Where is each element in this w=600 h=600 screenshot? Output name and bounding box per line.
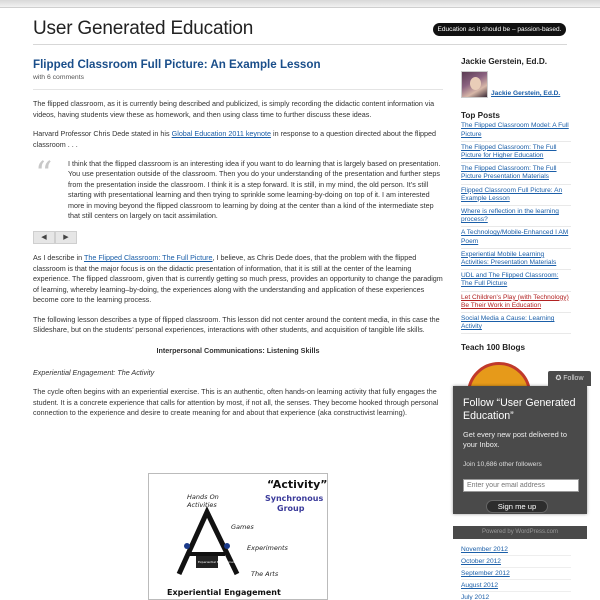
follow-popup [453, 375, 587, 514]
follow-title: Follow “User Generated Education” [463, 397, 576, 422]
play-next-button[interactable]: ▶ [55, 231, 77, 244]
top-posts-heading: Top Posts [461, 111, 500, 121]
top-bar [0, 0, 600, 8]
top-post-link[interactable]: The Flipped Classroom: The Full Picture Presentation Materials [461, 163, 571, 184]
diagram-figure-right [224, 543, 230, 549]
comments-count[interactable]: with 6 comments [33, 73, 443, 90]
diagram-sync-label: Synchronous [265, 494, 324, 503]
post-content [33, 58, 443, 418]
diagram-arts-label: The Arts [251, 570, 279, 578]
diagram-graphic [149, 474, 328, 600]
paragraph-full-picture-end: , I believe, as Chris Dede does, that the problem with the flipped classroom is that the major focus is on the didactic presentation of information, that it is still at the center of the learning experience. The flipped classroom, given that is currently getting so much press, provides an opportunity to change the paradigm of learning, whereby learning–by-doing, the experiences along with the understanding and application of these experiences become core to the learning process. [33, 253, 443, 305]
diagram-experiments-label: Experiments [247, 544, 288, 552]
play-previous-button[interactable]: ◀ [33, 231, 55, 244]
paragraph-full-picture-start: As I describe in [33, 253, 85, 263]
full-picture-link[interactable]: The Flipped Classroom: The Full Picture [84, 253, 213, 263]
top-post-link[interactable]: Where is reflection in the learning process? [461, 206, 571, 227]
top-post-link[interactable]: Experiential Mobile Learning Activities: Presentation Materials [461, 249, 571, 270]
diagram-group-label: Group [277, 504, 305, 513]
top-post-link[interactable]: UDL and The Flipped Classroom: The Full Picture [461, 270, 571, 291]
top-post-link[interactable]: The Flipped Classroom: The Full Picture for Higher Education [461, 142, 571, 163]
author-row [461, 71, 571, 98]
top-posts-list [461, 120, 571, 334]
quote-mark-icon: “ [35, 154, 53, 195]
archive-link[interactable]: October 2012 [461, 556, 571, 568]
paragraph-lesson: The following lesson describes a type of flipped classroom. This lesson did not center around the content media, in this case the Slideshare, but on the students’ personal experiences, interactions with other students, and acquisition of tangible life skills. [33, 314, 440, 334]
follower-count: Join 10,686 other followers [463, 461, 542, 468]
diagram-hands-on-label: Hands On [187, 493, 219, 501]
email-input[interactable] [463, 479, 579, 492]
header-divider [33, 44, 567, 45]
top-post-link[interactable]: The Flipped Classroom Model: A Full Picture [461, 120, 571, 141]
paragraph-dede [33, 129, 443, 150]
sign-up-button[interactable]: Sign me up [486, 500, 548, 513]
archive-link[interactable]: September 2012 [461, 568, 571, 580]
follow-description: Get every new post delivered to your Inbox. [463, 430, 567, 449]
diagram-games-label: Games [231, 523, 254, 531]
paragraph-dede-end: in response to a question directed about the flipped classroom . . . [33, 129, 437, 149]
top-post-link[interactable]: Let Children's Play (with Technology) Be Their Work in Education [461, 292, 571, 313]
post-title[interactable]: Flipped Classroom Full Picture: An Example Lesson [33, 58, 321, 71]
section-heading: Interpersonal Communications: Listening Skills [156, 346, 320, 356]
paragraph-dede-text: Harvard Professor Chris Dede stated in his [33, 129, 172, 139]
paragraph-full-picture [33, 253, 443, 305]
global-education-keynote-link[interactable]: Global Education 2011 keynote [171, 129, 271, 139]
author-heading: Jackie Gerstein, Ed.D. [461, 57, 548, 66]
blockquote [33, 154, 443, 221]
avatar[interactable] [461, 71, 488, 98]
powered-by-link[interactable]: Powered by WordPress.com [453, 526, 587, 539]
paragraph-intro: The flipped classroom, as it is currently being described and publicized, is simply recording the didactic content information via videos, having students view these as homework, and then using class time to further discuss these ideas. [33, 99, 435, 119]
top-post-link[interactable]: A Technology/Mobile-Enhanced I AM Poem [461, 227, 571, 248]
quote-text: I think that the flipped classroom is an interesting idea if you want to do learning that is largely based on presentation. You use presentation outside of the classroom. Then you do your understanding of the presentation and further steps from the presentation inside the classroom. I think it is a step forward. It is still, in my mind, the old person. It’s still starting with presentational learning and then trying to sprinkle some learning-by-doing on top of it. I am interested more in moving beyond the flipped classroom to learning by doing at the center than a kind of the intermediate step that still centers on largely on tacit assimilation. [68, 159, 441, 221]
archive-list [461, 544, 571, 600]
section-subheading: Experiential Engagement: The Activity [33, 367, 155, 377]
archive-link[interactable]: August 2012 [461, 580, 571, 592]
experiential-engagement-diagram[interactable] [148, 473, 328, 600]
archive-link[interactable]: November 2012 [461, 544, 571, 556]
site-title[interactable]: User Generated Education [33, 18, 254, 39]
teach-100-heading: Teach 100 Blogs [461, 343, 526, 353]
diagram-inner-label: Experiential Engagement [198, 560, 237, 564]
archive-link[interactable]: July 2012 [461, 592, 571, 600]
sidebar [461, 58, 571, 392]
author-link[interactable]: Jackie Gerstein, Ed.D. [491, 90, 561, 97]
diagram-activities-label: Activities [187, 501, 217, 509]
diagram-figure-left [184, 543, 190, 549]
follow-tab-button[interactable]: ✪ Follow [548, 371, 591, 386]
top-post-link[interactable]: Social Media a Cause: Learning Activity [461, 313, 571, 334]
site-tagline: Education as it should be – passion-based. [433, 23, 566, 36]
paragraph-cycle: The cycle often begins with an experiential exercise. This is an authentic, often hands-on learning activity that fully engages the student. It is a concrete experience that calls for attention by most, if not all, the senses. They become hooked through personal connection to the experience and desire to create meaning for and about that experience (aka constructivist learning). [33, 387, 439, 417]
top-post-link[interactable]: Flipped Classroom Full Picture: An Example Lesson [461, 185, 571, 206]
diagram-footer-label: Experiential Engagement [167, 588, 281, 597]
diagram-activity-label: “Activity” [267, 478, 328, 491]
media-player-controls [33, 231, 443, 244]
